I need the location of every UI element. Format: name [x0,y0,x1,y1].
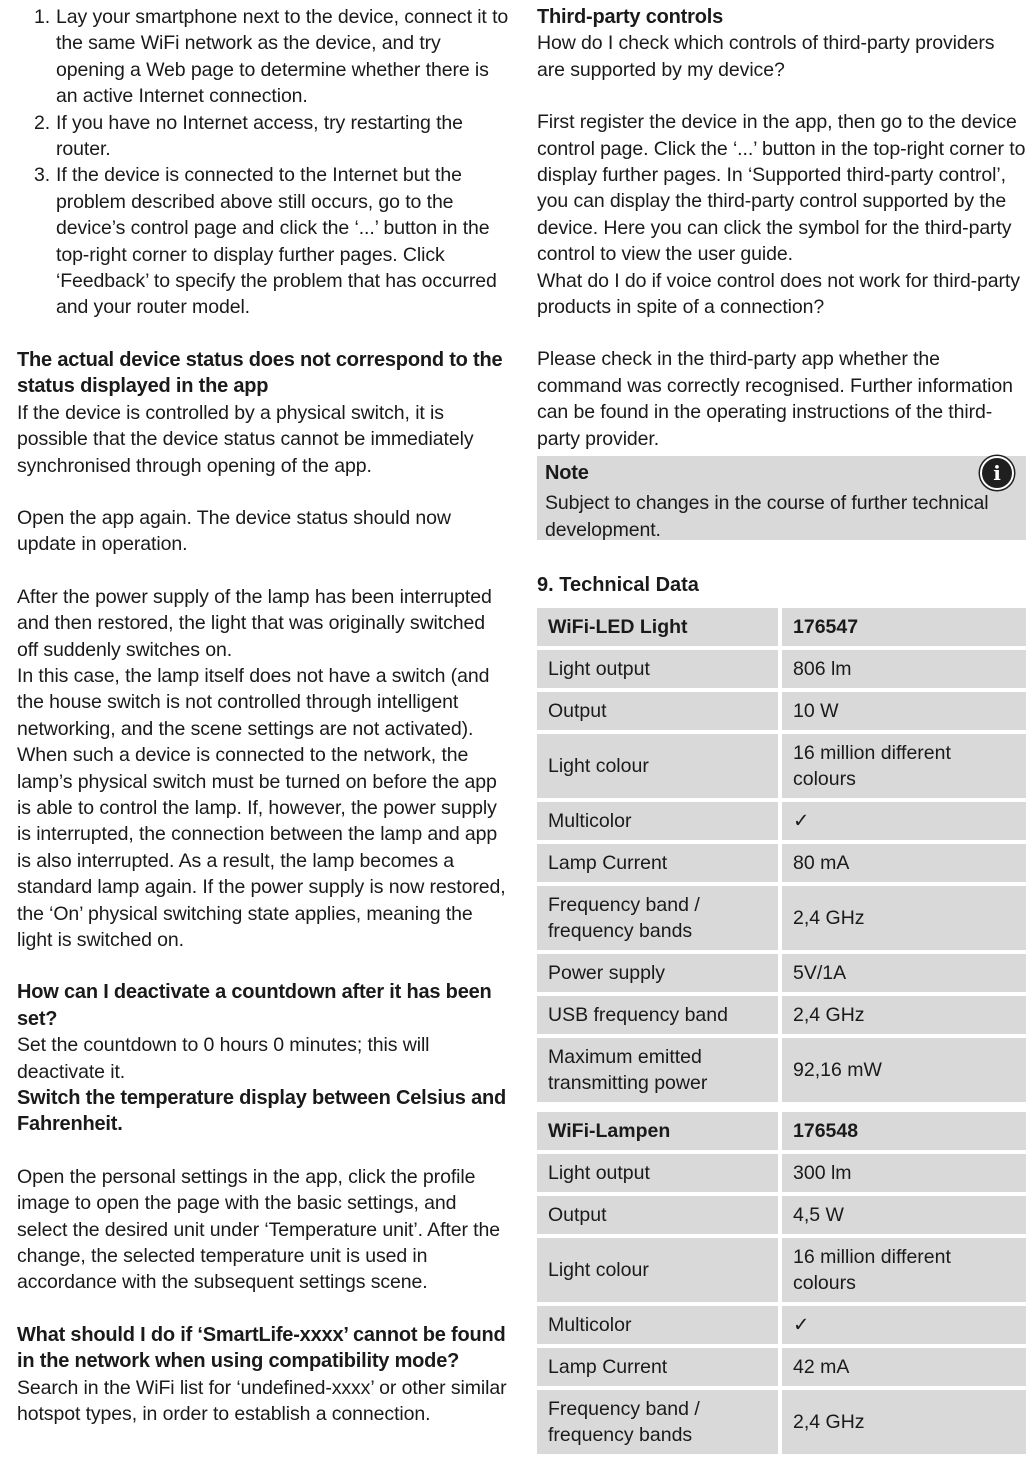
table-row [537,886,1026,950]
step-number: 3. [34,164,51,187]
table-header-cell: WiFi-LED Light [537,608,778,646]
table-row [537,996,1026,1034]
table-cell-value: 2,4 GHz [782,1390,1026,1454]
countdown-heading: How can I deactivate a countdown after it has been set? [17,981,492,1030]
countdown-text: Set the countdown to 0 hours 0 minutes; this will deactivate it. [17,1034,430,1083]
table-row [537,734,1026,798]
table-cell-value: 16 million different colours [782,1238,1026,1302]
smartlife-text: Search in the WiFi list for ‘undefined-xxxx’ or other similar hotspot types, in order to establish a connection. [17,1376,507,1426]
status-paragraph-3: After the power supply of the lamp has been interrupted and then restored, the light that was originally switched off suddenly switches on. [17,585,492,661]
table-row [537,1348,1026,1386]
step-text: Lay your smartphone next to the device, connect it to the same WiFi network as the device, and try opening a Web page to determine whether there is an active Internet connection. [56,6,509,108]
table-cell-label: Output [537,692,778,730]
table-cell-value: 5V/1A [782,954,1026,992]
table-row [537,692,1026,730]
table-row [537,802,1026,840]
technical-data-title: 9. Technical Data [537,574,699,597]
checkmark-icon: ✓ [782,1306,1026,1344]
smartlife-heading: What should I do if ‘SmartLife-xxxx’ cannot be found in the network when using compatibility mode? [17,1323,506,1373]
table-cell-label: Frequency band / frequency bands [537,886,778,950]
table-cell-value: 300 lm [782,1154,1026,1192]
table-cell-label: USB frequency band [537,996,778,1034]
third-party-heading: Third-party controls [537,6,724,28]
troubleshooting-steps [17,4,509,321]
info-icon: i [980,456,1014,490]
table-cell-label: Multicolor [537,802,778,840]
table-header-row [537,608,1026,646]
table-cell-value: 10 W [782,692,1026,730]
list-item [17,110,509,163]
note-text: Subject to changes in the course of further technical development. [545,492,989,541]
note-box [537,456,1026,540]
temperature-heading: Switch the temperature display between Celsius and Fahrenheit. [17,1087,507,1136]
table-row [537,1154,1026,1192]
table-cell-value: 2,4 GHz [782,996,1026,1034]
step-text: If you have no Internet access, try restarting the router. [56,111,463,161]
table-row [537,1038,1026,1102]
table-row [537,844,1026,882]
table-cell-label: Output [537,1196,778,1234]
table-spacer [537,1106,1026,1108]
table-cell-label: Light output [537,650,778,688]
table-row [537,1238,1026,1302]
table-cell-label: Lamp Current [537,1348,778,1386]
step-number: 1. [34,6,51,28]
table-header-row [537,1112,1026,1150]
table-header-cell: 176548 [782,1112,1026,1150]
technical-data-table [533,604,1030,1458]
right-column [537,4,1026,1458]
table-cell-label: Power supply [537,954,778,992]
table-cell-value: 16 million different colours [782,734,1026,798]
table-cell-label: Light colour [537,1238,778,1302]
table-cell-label: Light output [537,1154,778,1192]
table-cell-label: Frequency band / frequency bands [537,1390,778,1454]
third-party-question-1: How do I check which controls of third-party providers are supported by my device? [537,32,995,81]
temperature-text: Open the personal settings in the app, click the profile image to open the page with the basic settings, and select the desired unit under ‘Temperature unit’. After the change, the selected temperature unit is used in accordance with the subsequent settings scene. [17,1165,500,1294]
status-heading: The actual device status does not correspond to the status displayed in the app [17,348,503,398]
table-row [537,954,1026,992]
third-party-answer-2: Please check in the third-party app whether the command was correctly recognised. Further information can be found in the operating instructions of the third-party provider. [537,348,1013,450]
table-cell-value: 806 lm [782,650,1026,688]
list-item [17,4,509,110]
table-cell-label: Lamp Current [537,844,778,882]
left-column [17,4,509,1428]
step-text: If the device is connected to the Internet but the problem described above still occurs, go to the device’s control page and click the ‘...’ button in the top-right corner to display further pages. Click ‘Feedback’ to specify the problem that has occurred and your router model. [56,164,497,319]
table-row [537,1196,1026,1234]
table-cell-label: Maximum emitted transmitting power [537,1038,778,1102]
status-paragraph-1: If the device is controlled by a physical switch, it is possible that the device status cannot be immediately synchronised through opening of the app. [17,401,474,477]
table-cell-label: Light colour [537,734,778,798]
table-cell-label: Multicolor [537,1306,778,1344]
status-paragraph-2: Open the app again. The device status should now update in operation. [17,506,451,556]
table-row [537,1390,1026,1454]
checkmark-icon: ✓ [782,802,1026,840]
status-paragraph-4: In this case, the lamp itself does not have a switch (and the house switch is not controlled through intelligent networking, and the scene settings are not activated). When such a device is connected to the network, the lamp’s physical switch must be turned on before the app is able to control the lamp. If, however, the power supply is interrupted, the connection between the lamp and app is also interrupted. As a result, the lamp becomes a standard lamp again. If the power supply is now restored, the ‘On’ physical switching state applies, meaning the light is switched on. [17,664,506,951]
table-cell-value: 92,16 mW [782,1038,1026,1102]
step-number: 2. [34,111,51,134]
table-row [537,650,1026,688]
table-cell-value: 4,5 W [782,1196,1026,1234]
table-cell-value: 80 mA [782,844,1026,882]
table-cell-value: 42 mA [782,1348,1026,1386]
table-header-cell: 176547 [782,608,1026,646]
table-row [537,1306,1026,1344]
third-party-answer-1: First register the device in the app, then go to the device control page. Click the ‘...’ button in the top-right corner to display further pages. In ‘Supported third-party control’, you can display the third-party control supported by the device. Here you can click the symbol for the third-party control to view the user guide. [537,111,1026,266]
list-item [17,162,509,320]
note-title: Note [545,462,589,485]
third-party-question-2: What do I do if voice control does not work for third-party products in spite of a connection? [537,269,1020,319]
table-header-cell: WiFi-Lampen [537,1112,778,1150]
table-cell-value: 2,4 GHz [782,886,1026,950]
